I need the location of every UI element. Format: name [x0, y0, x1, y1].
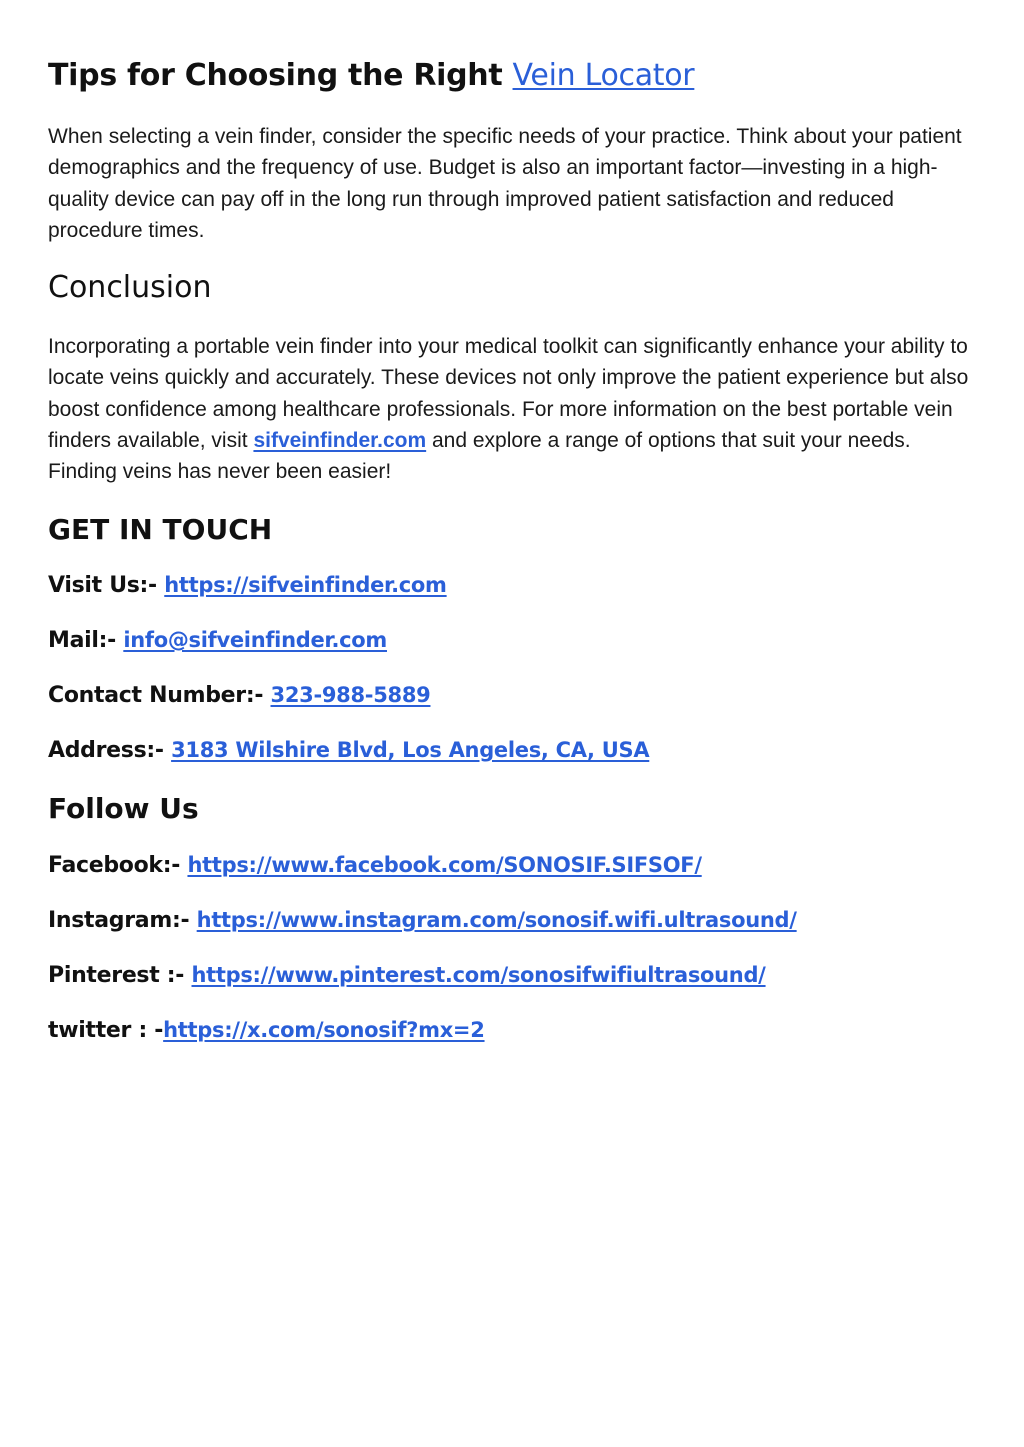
address-label: Address:-	[48, 738, 172, 763]
pinterest-link[interactable]: https://www.pinterest.com/sonosifwifiultrasound/	[191, 963, 766, 987]
visit-label: Visit Us:-	[48, 573, 165, 598]
facebook-label: Facebook:-	[48, 853, 188, 878]
pinterest-label: Pinterest :-	[48, 963, 192, 988]
address-link[interactable]: 3183 Wilshire Blvd, Los Angeles, CA, USA	[171, 738, 650, 762]
conclusion-paragraph	[48, 331, 983, 487]
visit-link[interactable]: https://sifveinfinder.com	[164, 573, 447, 597]
facebook-link[interactable]: https://www.facebook.com/SONOSIF.SIFSOF/	[187, 853, 702, 877]
conclusion-heading: Conclusion	[48, 270, 212, 305]
tips-heading-text: Tips for Choosing the Right	[48, 58, 513, 93]
get-in-touch-heading: GET IN TOUCH	[48, 513, 273, 546]
visit-row	[48, 573, 447, 598]
instagram-row	[48, 908, 797, 933]
vein-locator-link[interactable]: Vein Locator	[512, 58, 695, 93]
sifveinfinder-link[interactable]: sifveinfinder.com	[253, 428, 427, 452]
address-row	[48, 738, 649, 763]
instagram-link[interactable]: https://www.instagram.com/sonosif.wifi.ultrasound/	[196, 908, 797, 932]
pinterest-row	[48, 963, 766, 988]
instagram-label: Instagram:-	[48, 908, 197, 933]
tips-paragraph: When selecting a vein finder, consider the specific needs of your practice. Think about your patient demographics and the frequency of use. Budget is also an important factor—investing in a high-quality device can pay off in the long run through improved patient satisfaction and reduced procedure times.	[48, 125, 962, 242]
phone-link[interactable]: 323-988-5889	[270, 683, 431, 707]
twitter-link[interactable]: https://x.com/sonosif?mx=2	[163, 1018, 485, 1042]
mail-label: Mail:-	[48, 628, 124, 653]
twitter-label: twitter : -	[48, 1018, 164, 1043]
conclusion-text-before: Incorporating a portable vein finder into your medical toolkit can significantly enhance your ability to locate veins quickly and accurately. These devices not only improve the patient experience but also boost confidence among healthcare professionals. For more information on the best portable vein finders available, visit	[48, 335, 969, 452]
twitter-row	[48, 1018, 485, 1043]
tips-heading	[48, 58, 694, 93]
phone-row	[48, 683, 430, 708]
mail-link[interactable]: info@sifveinfinder.com	[123, 628, 387, 652]
facebook-row	[48, 853, 702, 878]
follow-us-heading: Follow Us	[48, 792, 199, 825]
phone-label: Contact Number:-	[48, 683, 271, 708]
conclusion-text-after: and explore a range of options that suit your needs. Finding veins has never been easier!	[48, 428, 911, 484]
mail-row	[48, 628, 387, 653]
